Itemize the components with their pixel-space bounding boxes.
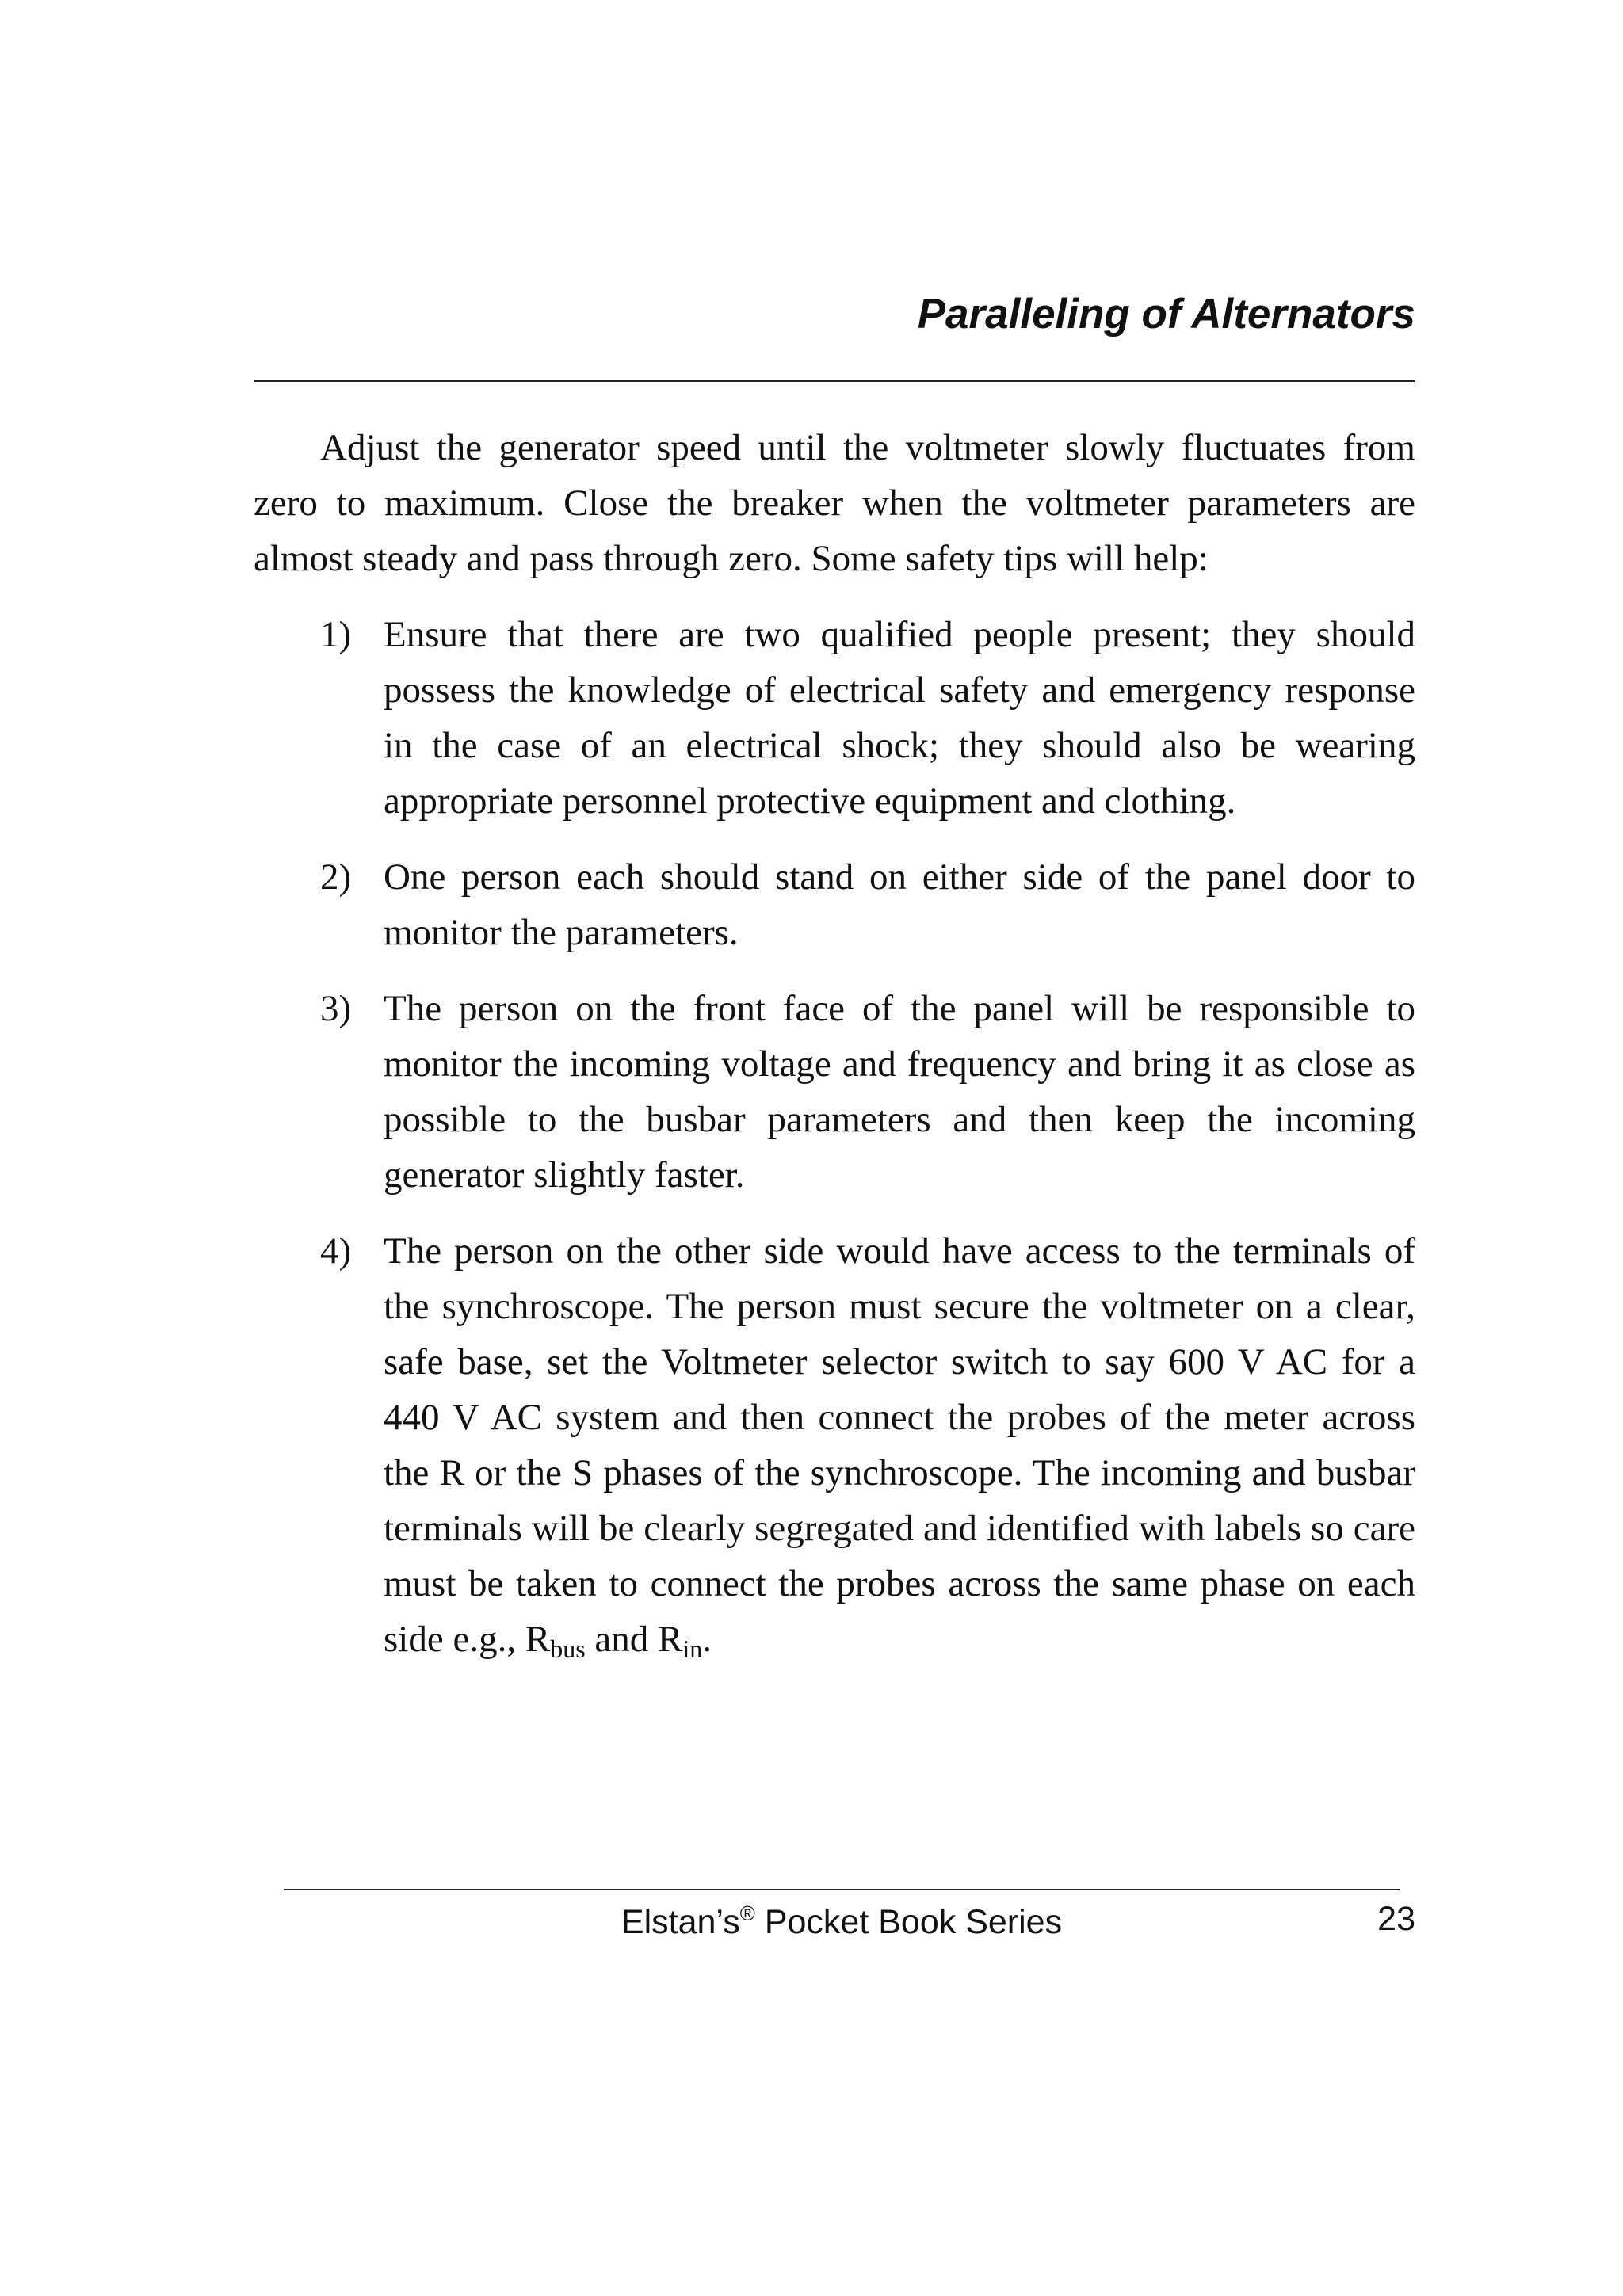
term-base: R [525, 1619, 551, 1660]
intro-paragraph: Adjust the generator speed until the voltmeter slowly fluctuates from zero to maximum. Close the breaker when the voltmeter parameters are almost steady and pass through zero. Some safety tips will help: [254, 427, 1415, 579]
page-number: 23 [1377, 1900, 1415, 1938]
term-joiner: and [594, 1619, 649, 1660]
footer-series-title [284, 1900, 1400, 1944]
tip-text: The person on the front face of the panel will be responsible to monitor the incoming voltage and frequency and bring it as close as possible to the busbar parameters and then keep the incoming generator slightly faster. [384, 988, 1415, 1196]
term-subscript: in [682, 1634, 703, 1663]
tip-number: 1) [320, 614, 352, 655]
running-header-title: Paralleling of Alternators [917, 291, 1415, 338]
term-base: R [658, 1619, 683, 1660]
footer-divider [284, 1889, 1400, 1890]
series-name: Elstan’s [621, 1903, 740, 1941]
tip-text: The person on the other side would have access to the terminals of the synchroscope. The person must secure the voltmeter on a clear, safe base, set the Voltmeter selector switch to say 600 V AC for a 440 V AC system and then connect the probes of the meter across the R or the S phases of the synchroscope. The incoming and busbar terminals will be clearly segregated and identified with labels so care must be taken to connect the probes across the same phase on each side e.g., [384, 1230, 1415, 1660]
safety-tips-list [254, 607, 1415, 1667]
safety-tip-2 [254, 849, 1415, 960]
tip-number: 4) [320, 1230, 352, 1272]
header-divider [254, 380, 1415, 382]
tip-text: Ensure that there are two qualified people present; they should possess the knowledge of electrical safety and emergency response in the case of an electrical shock; they should also be wearing appropriate personnel protective equipment and clothing. [384, 614, 1415, 822]
tip-number: 2) [320, 856, 352, 898]
tip-text-container [384, 1223, 1415, 1667]
sentence-end: . [702, 1619, 712, 1660]
incoming-phase-term [658, 1619, 703, 1663]
safety-tip-1 [254, 607, 1415, 829]
body-text [254, 420, 1415, 1688]
registered-mark: ® [739, 1901, 755, 1925]
safety-tip-3 [254, 981, 1415, 1203]
tip-text: One person each should stand on either side of the panel door to monitor the parameters. [384, 856, 1415, 953]
term-subscript: bus [550, 1634, 586, 1663]
series-suffix: Pocket Book Series [764, 1903, 1063, 1941]
safety-tip-4 [254, 1223, 1415, 1667]
tip-number: 3) [320, 988, 352, 1029]
bus-phase-term [525, 1619, 586, 1663]
